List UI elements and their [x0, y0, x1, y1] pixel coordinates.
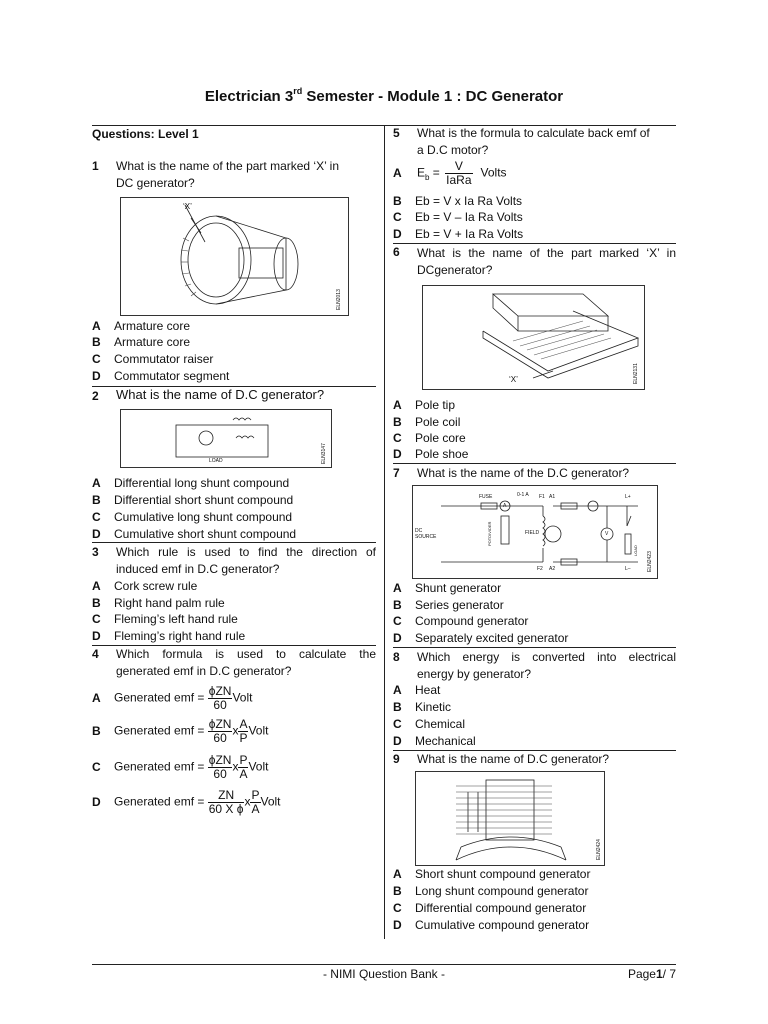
q5-text-line2: a D.C motor?	[417, 143, 489, 157]
q5-option-c: C Eb = V – Ia Ra Volts	[393, 210, 523, 224]
q8-option-a: A Heat	[393, 683, 441, 697]
q3-text-line1: Which rule is used to find the direction of	[116, 545, 376, 559]
compound-circuit-drawing	[121, 410, 331, 467]
q2-figure-load: LOAD	[209, 458, 223, 464]
q2-figure	[120, 409, 332, 468]
q2-text-line1: What is the name of D.C generator?	[116, 387, 325, 402]
q7-option-c: C Compound generator	[393, 614, 529, 628]
q7-fig-pot: POTDIVIDER	[487, 521, 492, 546]
q7-text-line1: What is the name of the D.C generator?	[417, 466, 630, 480]
q1-figure-code: ELN2013	[336, 289, 342, 310]
q7-option-d: D Separately excited generator	[393, 631, 569, 645]
q6-option-b: B Pole coil	[393, 415, 461, 429]
q9-figure-code: ELN2424	[596, 839, 602, 860]
q7-figure	[412, 485, 658, 579]
q2-number: 2	[92, 389, 99, 403]
q6-text-line2: DCgenerator?	[417, 263, 493, 277]
q5-option-d: D Eb = V + Ia Ra Volts	[393, 227, 524, 241]
q6-figure-code: ELN2131	[633, 363, 639, 384]
q1-figure-x-label: ‘X’	[183, 202, 192, 211]
q2-rule	[92, 542, 376, 543]
q7-fig-f2: F2	[537, 566, 543, 572]
q2-option-d: D Cumulative short shunt compound	[92, 527, 297, 541]
q6-option-d: D Pole shoe	[393, 447, 469, 461]
armature-drawing	[121, 198, 348, 315]
q9-text-line1: What is the name of D.C generator?	[417, 752, 610, 766]
footer-center: - NIMI Question Bank -	[322, 967, 446, 981]
q5-option-a: A $E_b$ = $\frac{V}{\text{IaRa}}$ Volts	[393, 159, 507, 187]
q5-number: 5	[393, 126, 400, 140]
q1-figure	[120, 197, 349, 316]
section-heading: Questions: Level 1	[92, 127, 199, 141]
q7-fig-v: V	[605, 531, 609, 537]
q3-option-b: B Right hand palm rule	[92, 596, 225, 610]
q9-figure	[415, 771, 605, 866]
q4-option-d: D Generated emf = $\frac{ZN}{\text{60 X ϕ}}$ x $\frac{P}{A}$ Volt	[92, 788, 281, 816]
q5-option-b: B Eb = V x Ia Ra Volts	[393, 194, 523, 208]
q1-text-line2: DC generator?	[116, 176, 195, 190]
q7-fig-f1: F1	[539, 494, 545, 500]
q3-option-c: C Fleming’s left hand rule	[92, 612, 238, 626]
q3-text-line2: induced emf in D.C generator?	[116, 562, 280, 576]
q1-number: 1	[92, 159, 99, 173]
pole-drawing	[423, 286, 644, 389]
q1-option-d: D Commutator segment	[92, 369, 230, 383]
q4-text-line2: generated emf in D.C generator?	[116, 664, 292, 678]
q4-number: 4	[92, 647, 99, 661]
q6-text-line1: What is the name of the part marked ‘X’ in	[417, 246, 676, 260]
q7-fig-a1: A1	[549, 494, 556, 500]
q7-fig-a: A	[503, 503, 507, 509]
q7-fig-a2: A2	[549, 566, 556, 572]
q7-fig-dc-source: DC SOURCE	[415, 528, 437, 540]
q4-option-c: C Generated emf = $\frac{\text{ϕZN}}{60}$ x $\frac{P}{A}$ Volt	[92, 753, 269, 781]
q1-text-line1: What is the name of the part marked ‘X’ in	[116, 159, 339, 173]
page-number: Page1/ 7	[627, 967, 676, 981]
q7-option-a: A Shunt generator	[393, 581, 502, 595]
q6-rule	[393, 463, 676, 464]
q9-number: 9	[393, 752, 400, 766]
q4-text-line1: Which formula is used to calculate the	[116, 647, 376, 661]
q7-fig-field: FIELD	[525, 530, 540, 536]
q4-option-b: B Generated emf = $\frac{\text{ϕZN}}{60}$ x $\frac{A}{P}$ Volt	[92, 717, 269, 745]
q8-number: 8	[393, 650, 400, 664]
q7-number: 7	[393, 466, 400, 480]
q6-number: 6	[393, 245, 400, 259]
q1-option-a: A Armature core	[92, 319, 191, 333]
q7-fig-load: LOAD	[633, 545, 638, 556]
q7-rule	[393, 647, 676, 648]
footer-rule	[92, 964, 676, 965]
q6-option-a: A Pole tip	[393, 398, 456, 412]
q6-figure-x-label: ‘X’	[509, 375, 518, 384]
q7-fig-lminus: L–	[625, 566, 631, 572]
q9-option-c: C Differential compound generator	[393, 901, 587, 915]
q6-figure	[422, 285, 645, 390]
q8-option-d: D Mechanical	[393, 734, 476, 748]
q3-number: 3	[92, 545, 99, 559]
compound-field-drawing	[416, 772, 604, 865]
q5-text-line1: What is the formula to calculate back emf of	[417, 126, 650, 140]
q2-figure-code: ELN3147	[321, 443, 327, 464]
q8-option-b: B Kinetic	[393, 700, 452, 714]
q2-option-b: B Differential short shunt compound	[92, 493, 294, 507]
q5-rule	[393, 243, 676, 244]
q7-option-b: B Series generator	[393, 598, 504, 612]
q7-fig-lplus: L+	[625, 494, 631, 500]
q9-option-a: A Short shunt compound generator	[393, 867, 591, 881]
q9-option-b: B Long shunt compound generator	[393, 884, 589, 898]
q2-option-a: A Differential long shunt compound	[92, 476, 290, 490]
q7-fig-fuse: FUSE	[479, 494, 493, 500]
q7-figure-code: ELN2423	[647, 551, 653, 572]
page-title: Electrician 3rd Semester - Module 1 : DC Generator	[204, 86, 564, 105]
q8-text-line1: Which energy is converted into electrical	[417, 650, 676, 664]
q6-option-c: C Pole core	[393, 431, 466, 445]
q3-option-d: D Fleming’s right hand rule	[92, 629, 246, 643]
q4-option-a: A Generated emf = $\frac{\text{ϕZN}}{60}$ Volt	[92, 684, 253, 712]
q1-option-c: C Commutator raiser	[92, 352, 214, 366]
q7-fig-ammeter: 0-1 A	[517, 492, 529, 498]
q9-option-d: D Cumulative compound generator	[393, 918, 590, 932]
q3-option-a: A Cork screw rule	[92, 579, 198, 593]
q8-option-c: C Chemical	[393, 717, 466, 731]
q8-text-line2: energy by generator?	[417, 667, 532, 681]
q1-option-b: B Armature core	[92, 335, 191, 349]
column-divider	[384, 125, 385, 939]
q2-option-c: C Cumulative long shunt compound	[92, 510, 293, 524]
